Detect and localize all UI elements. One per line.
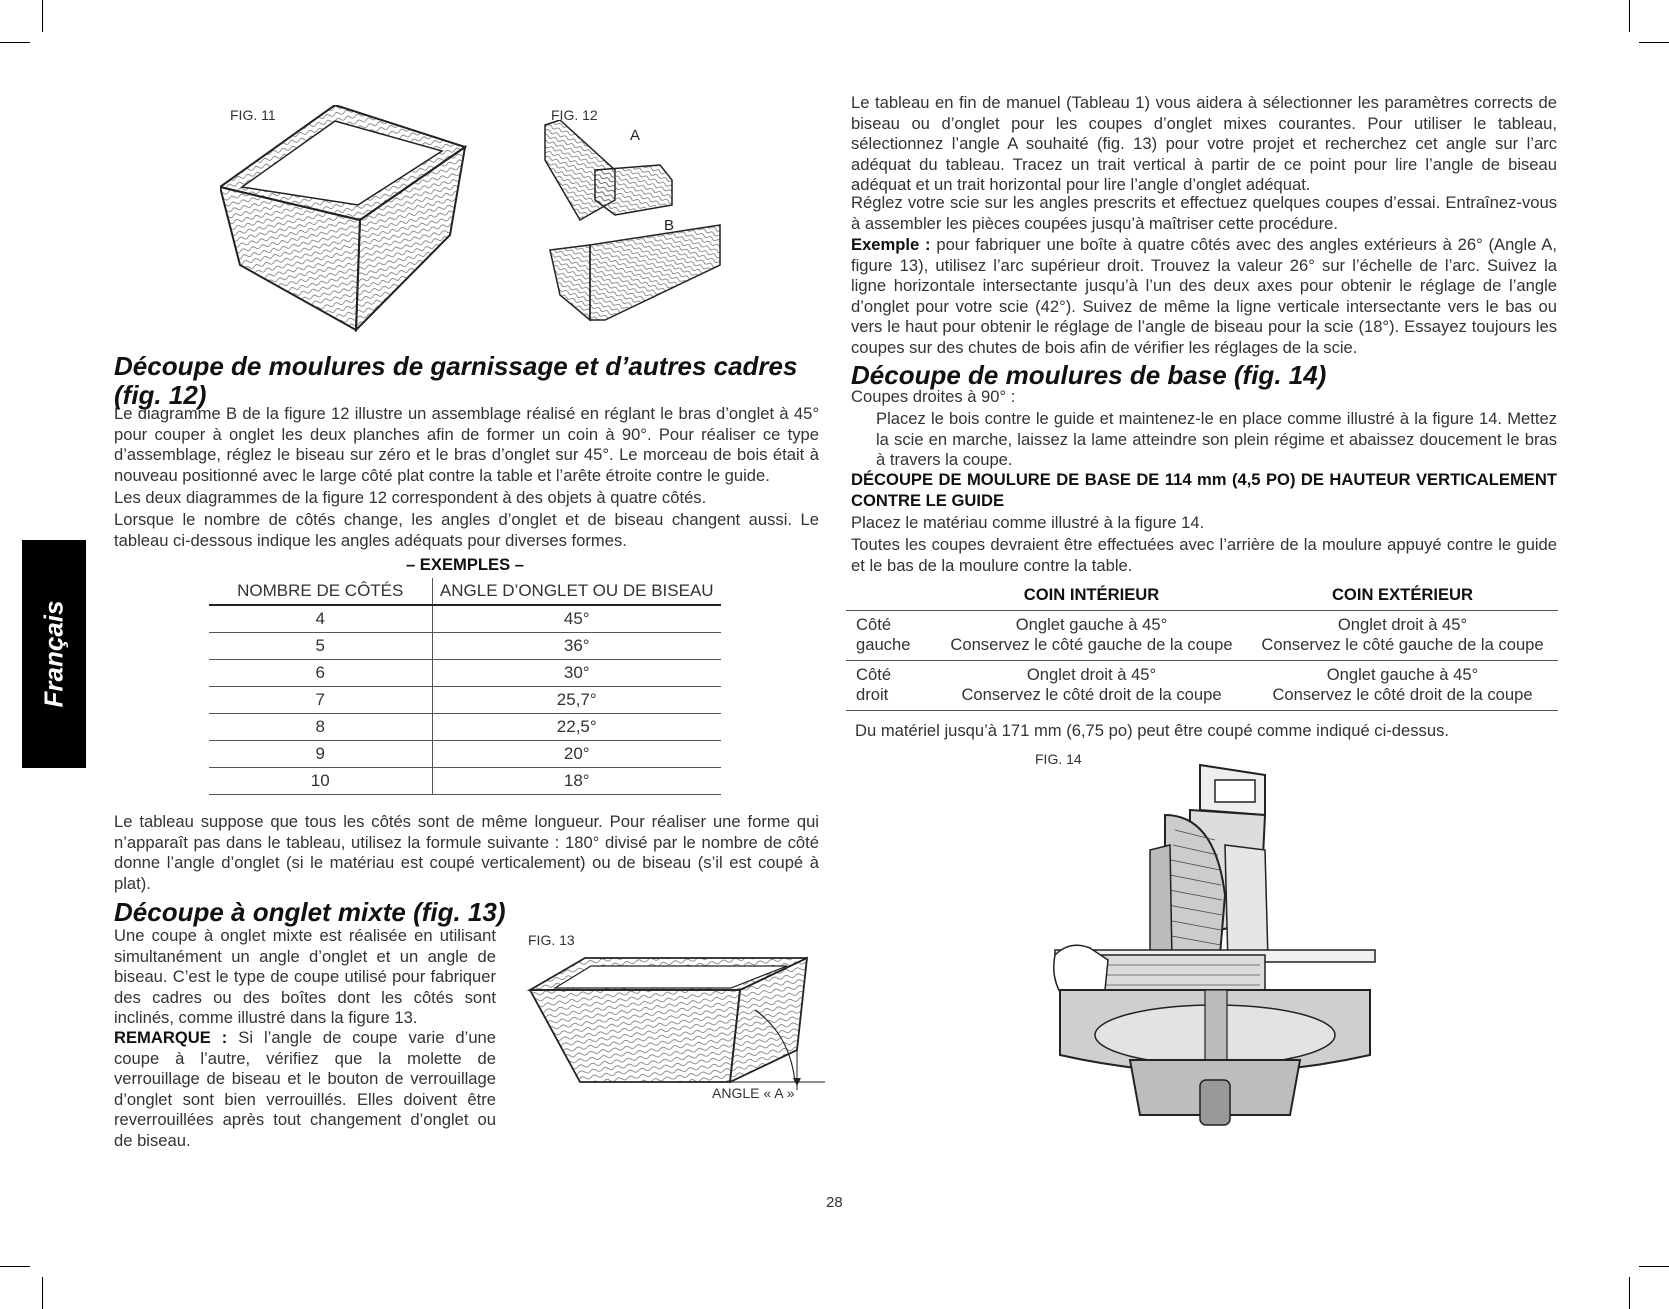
table-cell xyxy=(846,610,936,660)
exemple-text: pour fabriquer une boîte à quatre côtés avec des angles extérieurs à 26° (Angle A, figure 13), utilisez l’arc supérieur droit. Trouvez la valeur 26° sur l’échelle de l’arc. Suivez la ligne horizontale intersectante jusqu’à l’un des deux axes pour obtenir le réglage de l’angle d’onglet pour votre scie (42°). Suivez de même la ligne verticale intersectante vers le bas ou vers le haut pour obtenir le réglage de l’angle de biseau pour la scie (18°). Essayez toujours les coupes sur des chutes de bois afin de vérifier les réglages de la scie. xyxy=(851,235,1557,357)
examples-table xyxy=(209,578,721,795)
paragraph: Les deux diagrammes de la figure 12 correspondent à des objets à quatre côtés. xyxy=(114,488,707,507)
table-cell: 4 xyxy=(209,605,432,632)
table-cell: 8 xyxy=(209,713,432,740)
table-cell: 5 xyxy=(209,632,432,659)
coin-table xyxy=(846,580,1558,711)
paragraph-exemple xyxy=(851,235,1557,359)
fig13-label: FIG. 13 xyxy=(528,932,575,948)
table-cell: 20° xyxy=(432,740,721,767)
table-header: NOMBRE DE CÔTÉS xyxy=(209,578,432,605)
heading-moulures-garnissage: Découpe de moulures de garnissage et d’autres cadres (fig. 12) xyxy=(114,351,798,410)
paragraph: Le tableau en fin de manuel (Tableau 1) vous aidera à sélectionner les paramètres corrects de biseau ou d’onglet pour les coupes d’onglet mixes courantes. Pour utiliser le tableau, sélectionnez l’angle A souhaité (fig. 13) pour votre projet et recherchez cet angle sur l’arc adéquat du tableau. Tracez un trait vertical à partir de ce point pour lire l’angle de biseau adéquat et un trait horizontal pour lire l’angle d’onglet adéquat. xyxy=(851,93,1557,195)
table-row xyxy=(209,632,721,659)
table-row xyxy=(209,767,721,794)
row-label: droit xyxy=(856,684,889,704)
paragraph: Placez le bois contre le guide et maintenez-le en place comme illustré à la figure 14. Mettez la scie en marche, laissez la lame atteindre son plein régime et abaissez doucement le bras à travers la coupe. xyxy=(876,409,1557,470)
fig12-label: FIG. 12 xyxy=(551,107,598,123)
crop-mark xyxy=(1629,1277,1630,1309)
table-row xyxy=(209,686,721,713)
crop-mark xyxy=(0,42,30,43)
table-cell xyxy=(846,660,936,710)
paragraph: Lorsque le nombre de côtés change, les angles d’onglet et de biseau changent aussi. Le tableau ci-dessous indique les angles adéquats pour diverses formes. xyxy=(114,510,819,550)
table-cell xyxy=(1247,610,1558,660)
language-tab xyxy=(22,540,86,768)
cell-line: Conservez le côté droit de la coupe xyxy=(961,684,1222,704)
table-header xyxy=(846,580,936,610)
paragraph: Le tableau suppose que tous les côtés sont de même longueur. Pour réaliser une forme qui n’apparaît pas dans le tableau, utilisez la formule suivante : 180° divisé par le nombre de côté donne l’angle d’onglet (si le matériau est coupé verticalement) ou de biseau (s’il est coupé à plat). xyxy=(114,812,819,893)
crop-mark xyxy=(1629,0,1630,32)
paragraph: Réglez votre scie sur les angles prescrits et effectuez quelques coupes d’essai. Entraînez-vous à assembler les pièces coupées jusqu’à maîtriser cette procédure. xyxy=(851,193,1557,233)
table-row xyxy=(209,659,721,686)
examples-title: – EXEMPLES – xyxy=(405,555,525,574)
table-cell: 45° xyxy=(432,605,721,632)
crop-mark xyxy=(42,1277,43,1309)
table-cell: 18° xyxy=(432,767,721,794)
table-header: ANGLE D’ONGLET OU DE BISEAU xyxy=(432,578,721,605)
language-tab-label: Français xyxy=(38,600,69,708)
table-cell: 22,5° xyxy=(432,713,721,740)
paragraph-remarque xyxy=(114,1028,496,1152)
table-cell: 25,7° xyxy=(432,686,721,713)
table-row xyxy=(846,610,1558,660)
table-row xyxy=(209,605,721,632)
table-cell: 7 xyxy=(209,686,432,713)
table-row xyxy=(209,740,721,767)
fig11-label: FIG. 11 xyxy=(230,107,276,123)
crop-mark xyxy=(0,1266,30,1267)
table-cell xyxy=(936,610,1247,660)
remarque-label: REMARQUE : xyxy=(114,1028,228,1047)
cell-line: Onglet gauche à 45° xyxy=(1326,664,1479,684)
table-header: COIN EXTÉRIEUR xyxy=(1247,580,1558,610)
exemple-label: Exemple : xyxy=(851,235,931,254)
table-header: COIN INTÉRIEUR xyxy=(936,580,1247,610)
table-cell: 9 xyxy=(209,740,432,767)
table-cell xyxy=(1247,660,1558,710)
cell-line: Conservez le côté droit de la coupe xyxy=(1272,684,1533,704)
cell-line: Conservez le côté gauche de la coupe xyxy=(950,634,1233,654)
remarque-text: Si l’angle de coupe varie d’une coupe à l’autre, vérifiez que la molette de verrouillage de biseau et le bouton de verrouillage d’onglet sont bien verrouillés. Elles doivent être reverrouillées après tout changement d’onglet ou de biseau. xyxy=(114,1028,496,1150)
row-label: gauche xyxy=(856,634,911,654)
table-row xyxy=(209,713,721,740)
fig12-letter-a: A xyxy=(630,127,641,144)
heading-onglet-mixte: Découpe à onglet mixte (fig. 13) xyxy=(114,897,506,927)
table-cell xyxy=(936,660,1247,710)
paragraph: Une coupe à onglet mixte est réalisée en utilisant simultanément un angle d’onglet et un angle de biseau. C’est le type de coupe utilisé pour fabriquer des cadres ou des boîtes dont les côtés sont inclinés, comme illustré dans la figure 13. xyxy=(114,926,496,1028)
paragraph: Du matériel jusqu’à 171 mm (6,75 po) peut être coupé comme indiqué ci-dessus. xyxy=(855,721,1449,740)
page-number: 28 xyxy=(826,1194,843,1211)
table-row xyxy=(846,660,1558,710)
fig14-miter-saw-illustration xyxy=(1050,760,1380,1140)
fig13-angle-label: ANGLE « A » xyxy=(712,1085,795,1101)
fig12-joint-illustration xyxy=(540,120,730,330)
caps-heading: DÉCOUPE DE MOULURE DE BASE DE 114 mm (4,5 PO) DE HAUTEUR VERTICALEMENT CONTRE LE GUIDE xyxy=(851,470,1557,510)
heading-moulures-base: Découpe de moulures de base (fig. 14) xyxy=(851,360,1327,390)
table-cell: 36° xyxy=(432,632,721,659)
crop-mark xyxy=(1639,42,1669,43)
fig14-label: FIG. 14 xyxy=(1035,751,1082,767)
cell-line: Conservez le côté gauche de la coupe xyxy=(1261,634,1544,654)
paragraph: Coupes droites à 90° : xyxy=(851,387,1016,406)
row-label: Côté xyxy=(856,614,892,634)
table-cell: 6 xyxy=(209,659,432,686)
paragraph: Le diagramme B de la figure 12 illustre un assemblage réalisé en réglant le bras d’onglet à 45° pour couper à onglet les deux planches afin de former un coin à 90°. Pour réaliser ce type d’assemblage, réglez le biseau sur zéro et le bras d’onglet sur 45°. Le morceau de bois était à nouveau positionné avec le large côté plat contre la table et l’arête étroite contre le guide. xyxy=(114,404,819,485)
paragraph: Toutes les coupes devraient être effectuées avec l’arrière de la moulure appuyé contre le guide et le bas de la moulure contre la table. xyxy=(851,535,1557,575)
paragraph: Placez le matériau comme illustré à la figure 14. xyxy=(851,513,1205,532)
crop-mark xyxy=(42,0,43,32)
cell-line: Onglet droit à 45° xyxy=(1337,614,1468,634)
row-label: Côté xyxy=(856,664,892,684)
fig13-tapered-box-illustration xyxy=(525,950,825,1090)
cell-line: Onglet gauche à 45° xyxy=(1015,614,1168,634)
table-cell: 30° xyxy=(432,659,721,686)
fig12-letter-b: B xyxy=(664,217,675,234)
crop-mark xyxy=(1639,1266,1669,1267)
fig11-box-illustration xyxy=(220,105,480,335)
cell-line: Onglet droit à 45° xyxy=(1026,664,1157,684)
table-cell: 10 xyxy=(209,767,432,794)
